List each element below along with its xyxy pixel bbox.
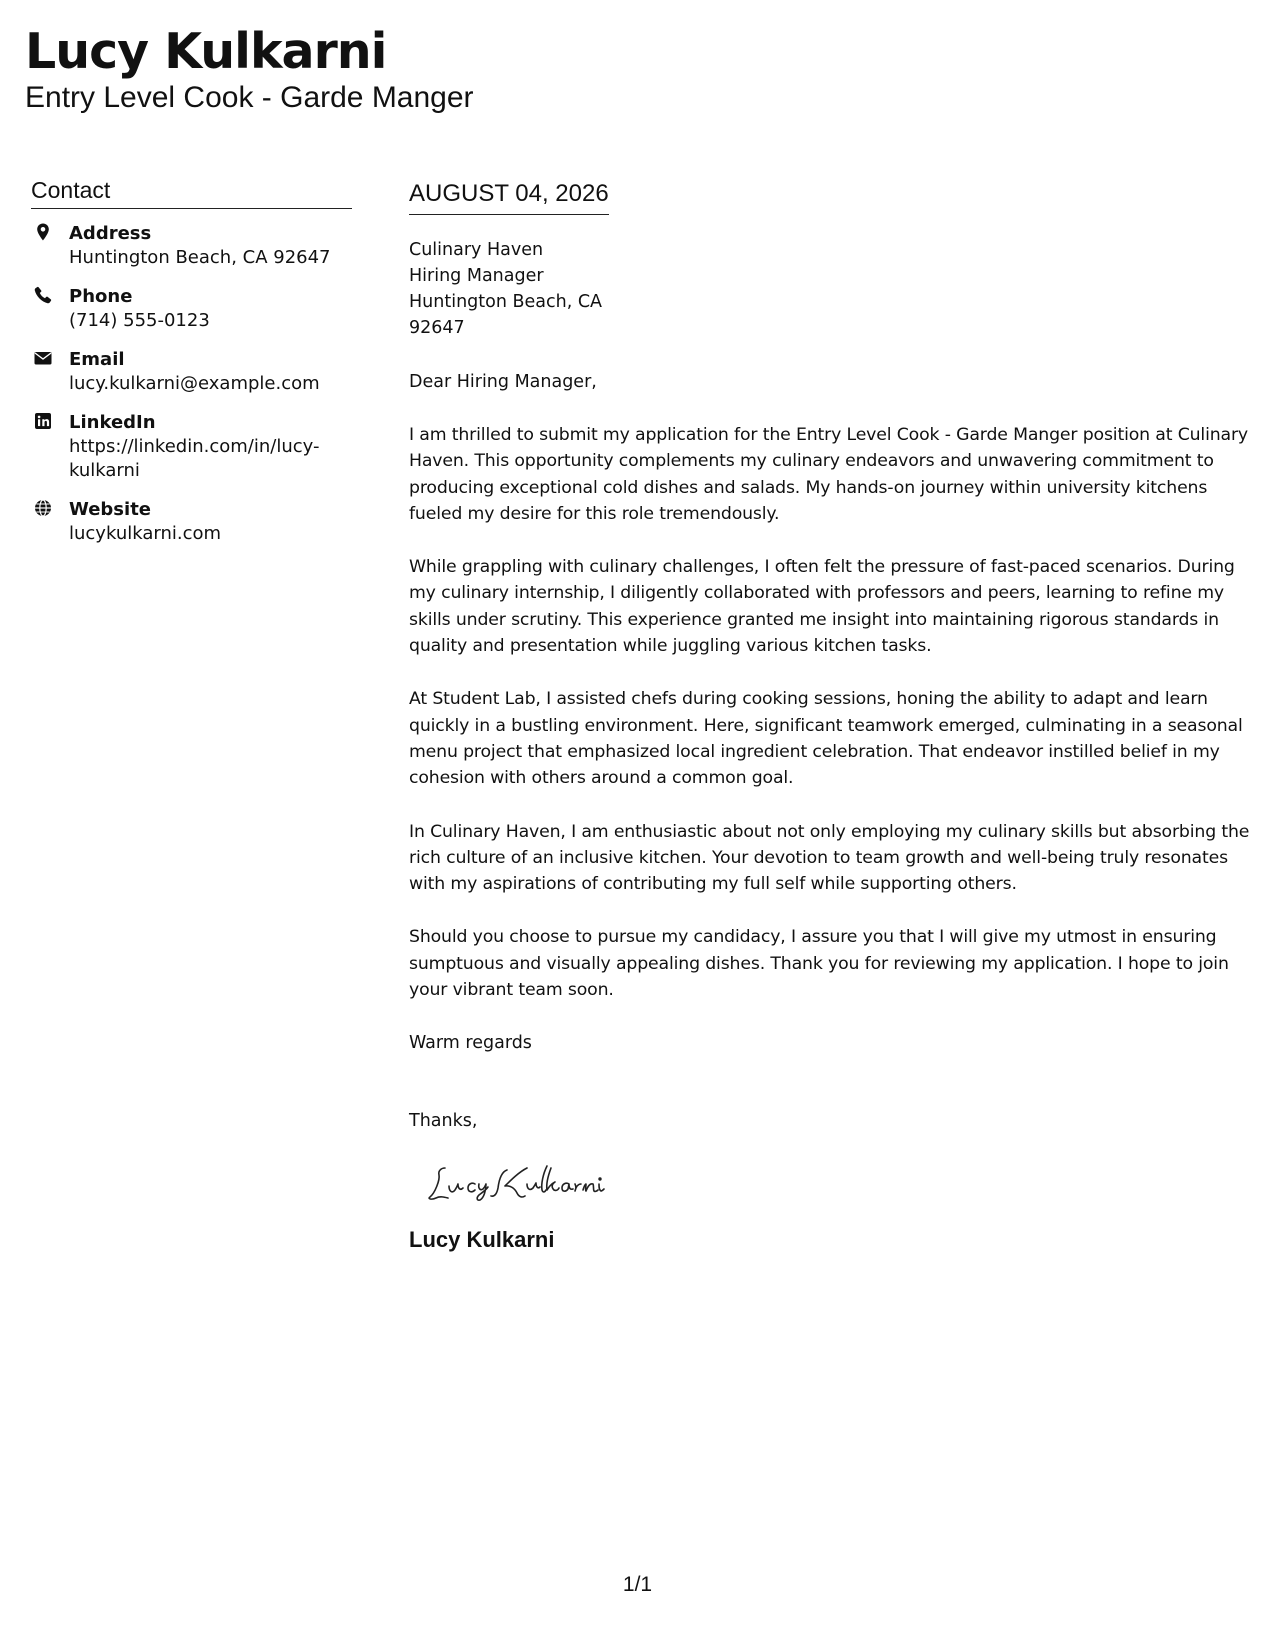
paragraph: While grappling with culinary challenges, I often felt the pressure of fast-paced scenarios. During my culinary internship, I diligently collaborated with professors and peers, learning to refine my skills under scrutiny. This experience granted me insight into maintaining rigorous standards in quality and presentation while juggling various kitchen tasks. xyxy=(409,557,1235,657)
paragraph: At Student Lab, I assisted chefs during cooking sessions, honing the ability to adapt and learn quickly in a bustling environment. Here, significant teamwork emerged, culminating in a seasonal menu project that emphasized local ingredient celebration. That endeavor instilled belief in my cohesion with others around a common goal. xyxy=(409,689,1243,789)
phone-value: (714) 555-0123 xyxy=(69,310,210,331)
contact-item-linkedin xyxy=(31,410,352,483)
linkedin-value[interactable]: https://linkedin.com/in/lucy-kulkarni xyxy=(69,436,320,481)
contact-list xyxy=(31,221,352,546)
contact-item-website xyxy=(31,497,352,546)
address-value: Huntington Beach, CA 92647 xyxy=(69,247,331,268)
email-value[interactable]: lucy.kulkarni@example.com xyxy=(69,373,320,394)
paragraph: I am thrilled to submit my application for the Entry Level Cook - Garde Manger position at Culinary Haven. This opportunity complements my culinary endeavors and unwavering commitment to producing exceptional cold dishes and salads. My hands-on journey within university kitchens fueled my desire for this role tremendously. xyxy=(409,425,1248,524)
page-number: 1/1 xyxy=(622,1573,653,1596)
contact-label: Address xyxy=(69,223,152,244)
contact-heading: Contact xyxy=(31,175,352,209)
contact-item-phone xyxy=(31,284,352,333)
linkedin-icon xyxy=(33,411,55,433)
contact-sidebar xyxy=(31,175,352,560)
thanks-line: Thanks, xyxy=(409,1111,478,1132)
recipient-zip: 92647 xyxy=(409,318,465,338)
handwritten-signature xyxy=(423,1154,663,1212)
location-pin-icon xyxy=(33,222,55,244)
contact-label: Phone xyxy=(69,286,133,307)
recipient-block xyxy=(409,237,1251,341)
paragraph: Should you choose to pursue my candidacy, I assure you that I will give my utmost in ensuring sumptuous and visually appealing dishes. Thank you for reviewing my application. I hope to join your vibrant team soon. xyxy=(409,927,1229,1001)
contact-item-address xyxy=(31,221,352,270)
contact-item-email xyxy=(31,347,352,396)
signer-name: Lucy Kulkarni xyxy=(409,1227,555,1253)
paragraph: In Culinary Haven, I am enthusiastic about not only employing my culinary skills but absorbing the rich culture of an inclusive kitchen. Your devotion to team growth and well-being truly resonates with my aspirations of contributing my full self while supporting others. xyxy=(409,821,1250,895)
envelope-icon xyxy=(33,348,55,370)
letter-body xyxy=(409,178,1251,1254)
recipient-city: Huntington Beach, CA xyxy=(409,292,603,312)
recipient-role: Hiring Manager xyxy=(409,266,544,286)
contact-label: LinkedIn xyxy=(69,412,156,433)
salutation: Dear Hiring Manager, xyxy=(409,372,597,392)
globe-icon xyxy=(33,498,55,520)
phone-icon xyxy=(33,285,55,307)
closing: Warm regards xyxy=(409,1033,532,1054)
contact-label: Email xyxy=(69,349,125,370)
job-title: Entry Level Cook - Garde Manger xyxy=(25,81,474,114)
recipient-company: Culinary Haven xyxy=(409,240,544,260)
contact-label: Website xyxy=(69,499,152,520)
letter-header xyxy=(25,22,474,116)
letter-date: AUGUST 04, 2026 xyxy=(409,178,609,215)
website-value[interactable]: lucykulkarni.com xyxy=(69,523,222,544)
applicant-name: Lucy Kulkarni xyxy=(25,23,387,80)
